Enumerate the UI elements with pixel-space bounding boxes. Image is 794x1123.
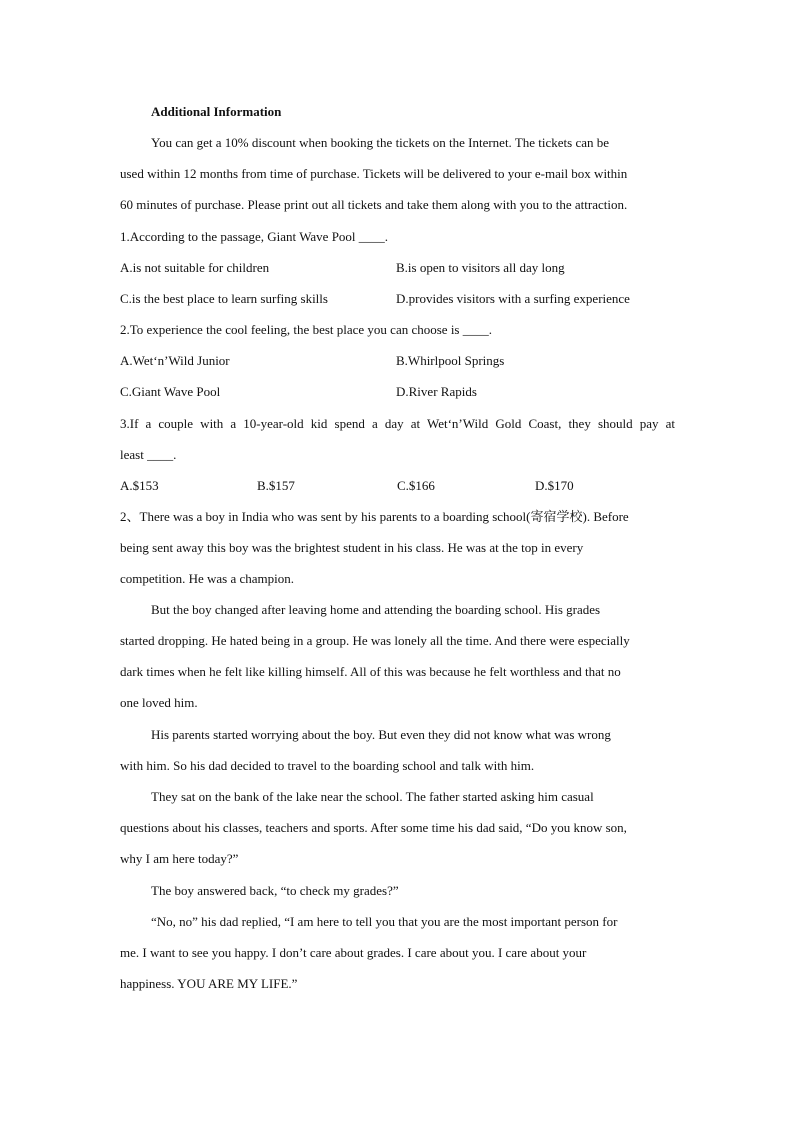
story-line: started dropping. He hated being in a group. He was lonely all the time. And there were especially xyxy=(120,633,630,648)
option-a: A.Wet‘n’Wild Junior xyxy=(120,353,230,368)
option-d: D.River Rapids xyxy=(396,384,477,399)
option-b: B.$157 xyxy=(257,478,295,493)
question-stem: 2.To experience the cool feeling, the best place you can choose is ____. xyxy=(120,322,492,337)
option-row xyxy=(120,383,680,401)
story-line: The boy answered back, “to check my grades?” xyxy=(151,883,399,898)
option-a: A.is not suitable for children xyxy=(120,260,270,275)
option-row xyxy=(120,477,680,495)
option-c: C.is the best place to learn surfing skills xyxy=(120,291,328,306)
question-stem: least ____. xyxy=(120,447,177,462)
story-line: happiness. YOU ARE MY LIFE.” xyxy=(120,976,298,991)
info-line: used within 12 months from time of purchase. Tickets will be delivered to your e-mail box within xyxy=(120,166,628,181)
option-d: D.$170 xyxy=(535,478,574,493)
story-line: me. I want to see you happy. I don’t care about grades. I care about you. I care about your xyxy=(120,945,587,960)
story-line: 2、There was a boy in India who was sent by his parents to a boarding school(寄宿学校). Before xyxy=(120,509,629,524)
question-stem: 3.If a couple with a 10-year-old kid spend a day at Wet‘n’Wild Gold Coast, they should pay at xyxy=(120,416,675,431)
story-line: one loved him. xyxy=(120,695,198,710)
story-line: with him. So his dad decided to travel to the boarding school and talk with him. xyxy=(120,758,535,773)
info-line: You can get a 10% discount when booking the tickets on the Internet. The tickets can be xyxy=(151,135,610,150)
option-row xyxy=(120,290,680,308)
story-line: why I am here today?” xyxy=(120,851,239,866)
option-d: D.provides visitors with a surfing experience xyxy=(396,291,630,306)
story-line: “No, no” his dad replied, “I am here to tell you that you are the most important person for xyxy=(151,914,618,929)
story-line: They sat on the bank of the lake near the school. The father started asking him casual xyxy=(151,789,594,804)
option-row xyxy=(120,352,680,370)
story-line: competition. He was a champion. xyxy=(120,571,295,586)
section-heading: Additional Information xyxy=(151,104,282,119)
story-line: But the boy changed after leaving home and attending the boarding school. His grades xyxy=(151,602,601,617)
story-line: questions about his classes, teachers and sports. After some time his dad said, “Do you know son, xyxy=(120,820,627,835)
question-stem: 1.According to the passage, Giant Wave Pool ____. xyxy=(120,229,389,244)
option-c: C.$166 xyxy=(397,478,435,493)
option-a: A.$153 xyxy=(120,478,159,493)
story-line: being sent away this boy was the brightest student in his class. He was at the top in every xyxy=(120,540,584,555)
option-b: B.is open to visitors all day long xyxy=(396,260,565,275)
story-line: His parents started worrying about the boy. But even they did not know what was wrong xyxy=(151,727,611,742)
option-row xyxy=(120,259,680,277)
option-b: B.Whirlpool Springs xyxy=(396,353,505,368)
story-line: dark times when he felt like killing himself. All of this was because he felt worthless and that no xyxy=(120,664,621,679)
info-line: 60 minutes of purchase. Please print out all tickets and take them along with you to the attraction. xyxy=(120,197,628,212)
option-c: C.Giant Wave Pool xyxy=(120,384,221,399)
